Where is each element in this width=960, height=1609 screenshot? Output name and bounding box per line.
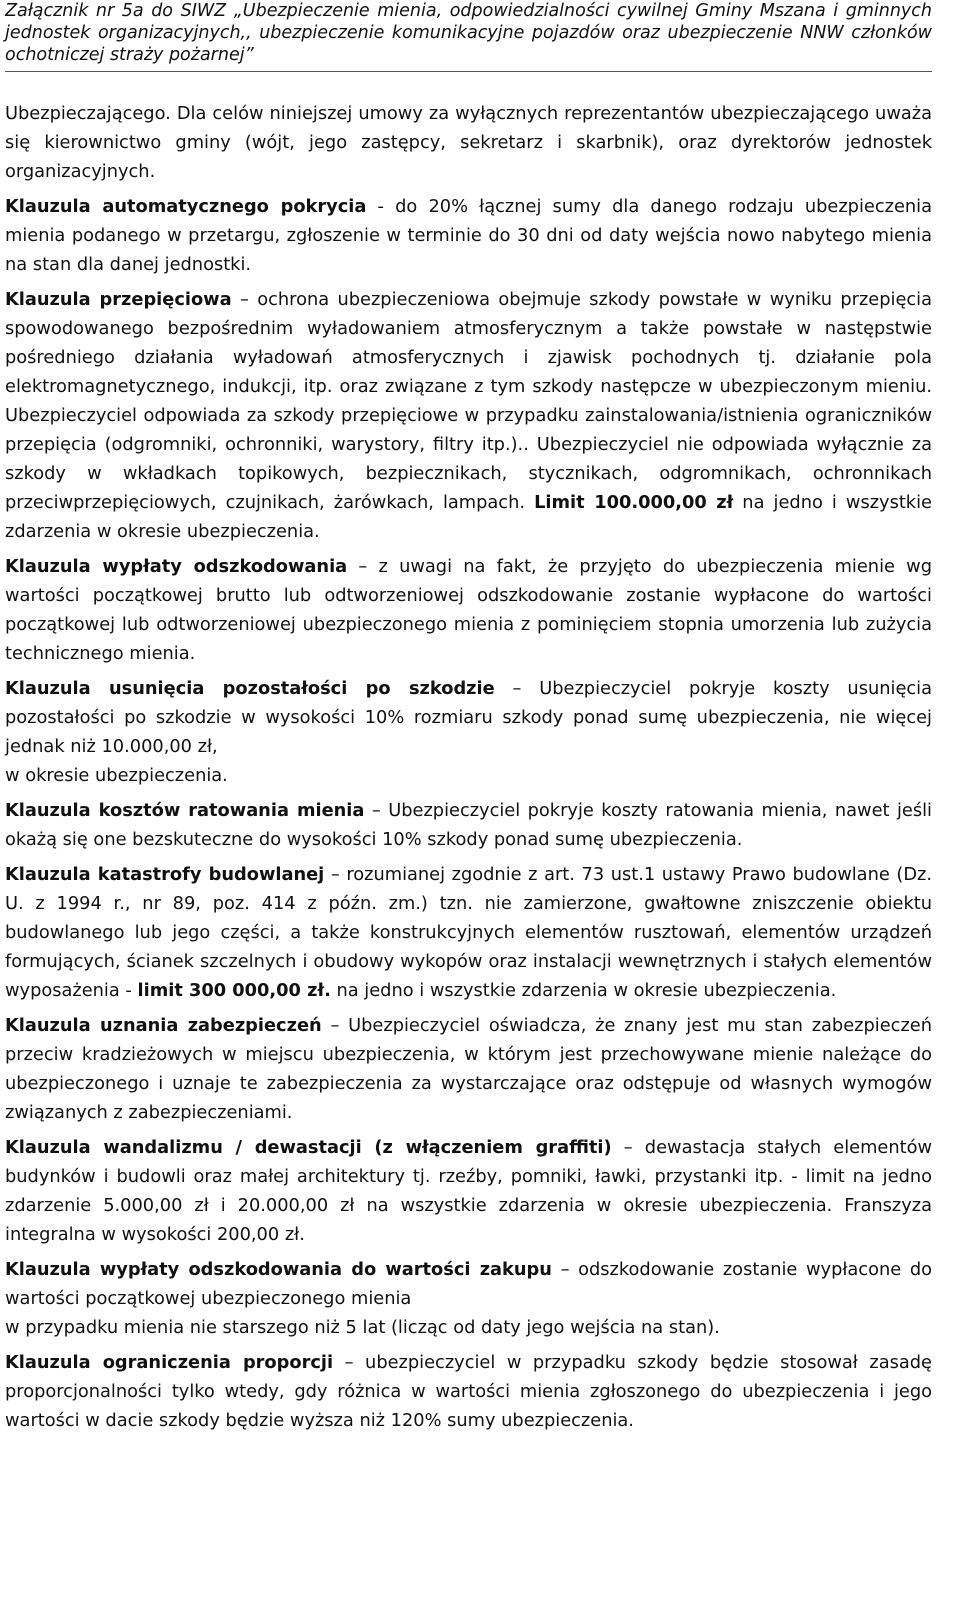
clause-text: na jedno i wszystkie zdarzenia w okresie ubezpieczenia. — [330, 980, 837, 1001]
clause-text: – Ubezpieczyciel pokryje koszty usunięcia pozostałości po szkodzie w wysokości 10% rozmiaru szkody ponad sumę ubezpieczenia, nie więcej jednak niż 10.000,00 zł, — [5, 678, 932, 757]
paragraph-overvoltage — [5, 285, 932, 546]
clause-text: – rozumianej zgodnie z art. 73 ust.1 ustawy Prawo budowlane (Dz. U. z 1994 r., nr 89, poz. 414 z późn. zm.) tzn. nie zamierzone, gwałtowne zniszczenie obiektu budowlanego lub jego części, a także konstrukcyjnych elementów rusztowań, elementów urządzeń formujących, ścianek szczelnych i obudowy wykopów oraz instalacji wewnętrznych i stałych elementów wyposażenia - — [5, 864, 932, 1001]
clause-title: Klauzula usunięcia pozostałości po szkodzie — [5, 678, 495, 699]
intro-text: Ubezpieczającego. Dla celów niniejszej umowy za wyłącznych reprezentantów ubezpieczającego uważa się kierownictwo gminy (wójt, jego zastępcy, sekretarz i skarbnik), oraz dyrektorów jednostek organizacyjnych. — [5, 103, 932, 182]
clause-title: Klauzula kosztów ratowania mienia — [5, 800, 365, 821]
paragraph-intro — [5, 99, 932, 186]
clause-title: Klauzula ograniczenia proporcji — [5, 1352, 334, 1373]
paragraph-purchase-value — [5, 1255, 932, 1342]
paragraph-automatic-coverage — [5, 192, 932, 279]
paragraph-payout — [5, 552, 932, 668]
clause-text: – ubezpieczyciel w przypadku szkody będzie stosował zasadę proporcjonalności tylko wtedy, gdy różnica w wartości mienia zgłoszonego do ubezpieczenia i jego wartości w dacie szkody będzie wyższa niż 120% sumy ubezpieczenia. — [5, 1352, 932, 1431]
clause-title: Klauzula uznania zabezpieczeń — [5, 1015, 322, 1036]
header-text: Załącznik nr 5a do SIWZ „Ubezpieczenie mienia, odpowiedzialności cywilnej Gminy Mszana i gminnych jednostek organizacyjnych,, ubezpieczenie komunikacyjne pojazdów oraz ubezpieczenie NNW członków ochotniczej straży pożarnej” — [5, 1, 932, 65]
clause-text: - do 20% łącznej sumy dla danego rodzaju ubezpieczenia mienia podanego w przetargu, zgłoszenie w terminie do 30 dni od daty wejścia nowo nabytego mienia na stan dla danej jednostki. — [5, 196, 932, 275]
clause-text: – dewastacja stałych elementów budynków i budowli oraz małej architektury tj. rzeźby, pomniki, ławki, przystanki itp. - limit na jedno zdarzenie 5.000,00 zł i 20.000,00 zł na wszystkie zdarzenia w okresie ubezpieczenia. Franszyza integralna w wysokości 200,00 zł. — [5, 1137, 932, 1245]
paragraph-construction-disaster — [5, 860, 932, 1005]
clause-limit: Limit 100.000,00 zł — [534, 492, 734, 513]
clause-text: – Ubezpieczyciel oświadcza, że znany jest mu stan zabezpieczeń przeciw kradzieżowych w miejscu ubezpieczenia, w którym jest przechowywane mienie należące do ubezpieczonego i uznaje te zabezpieczenia za wystarczające oraz odstępuje od własnych wymogów związanych z zabezpieczeniami. — [5, 1015, 932, 1123]
clause-text: – ochrona ubezpieczeniowa obejmuje szkody powstałe w wyniku przepięcia spowodowanego bezpośrednim wyładowaniem atmosferycznym a także powstałe w następstwie pośredniego działania wyładowań atmosferycznych i zjawisk pochodnych tj. działanie pola elektromagnetycznego, indukcji, itp. oraz związane z tym szkody następcze w ubezpieczonym mieniu. Ubezpieczyciel odpowiada za szkody przepięciowe w przypadku zainstalowania/istnienia ograniczników przepięcia (odgromniki, ochronniki, warystory, filtry itp.).. Ubezpieczyciel nie odpowiada wyłącznie za szkody w wkładkach topikowych, bezpiecznikach, stycznikach, odgromnikach, ochronnikach przeciwprzepięciowych, czujnikach, żarówkach, lampach. — [5, 289, 933, 513]
paragraph-debris-removal — [5, 674, 932, 790]
clause-text: w przypadku mienia nie starszego niż 5 lat (licząc od daty jego wejścia na stan). — [5, 1317, 720, 1338]
clause-text: – Ubezpieczyciel pokryje koszty ratowania mienia, nawet jeśli okażą się one bezskuteczne do wysokości 10% szkody ponad sumę ubezpieczenia. — [5, 800, 932, 850]
clause-text: na jedno i wszystkie zdarzenia w okresie ubezpieczenia. — [5, 492, 932, 542]
clause-title: Klauzula wandalizmu / dewastacji (z włączeniem graffiti) — [5, 1137, 612, 1158]
clause-title: Klauzula katastrofy budowlanej — [5, 864, 325, 885]
clause-text: – z uwagi na fakt, że przyjęto do ubezpieczenia mienie wg wartości początkowej brutto lub odtworzeniowej odszkodowanie zostanie wypłacone do wartości początkowej lub odtworzeniowej ubezpieczonego mienia z pominięciem stopnia umorzenia lub zużycia technicznego mienia. — [5, 556, 933, 664]
clause-title: Klauzula przepięciowa — [5, 289, 232, 310]
clause-limit: limit 300 000,00 zł. — [137, 980, 331, 1001]
clause-text: – odszkodowanie zostanie wypłacone do wartości początkowej ubezpieczonego mienia — [5, 1259, 932, 1309]
clause-text: w okresie ubezpieczenia. — [5, 765, 228, 786]
clause-title: Klauzula wypłaty odszkodowania — [5, 556, 348, 577]
document-header — [5, 0, 932, 72]
clause-title: Klauzula automatycznego pokrycia — [5, 196, 367, 217]
paragraph-vandalism — [5, 1133, 932, 1249]
document-body — [5, 99, 932, 1435]
clause-title: Klauzula wypłaty odszkodowania do wartości zakupu — [5, 1259, 552, 1280]
paragraph-security-acceptance — [5, 1011, 932, 1127]
paragraph-rescue-costs — [5, 796, 932, 854]
paragraph-proportion-limit — [5, 1348, 932, 1435]
